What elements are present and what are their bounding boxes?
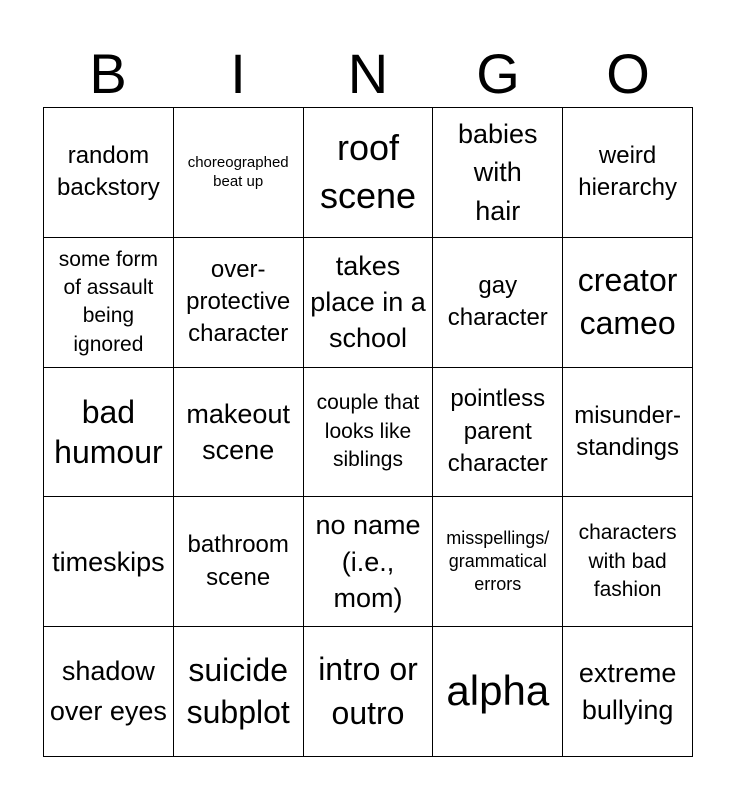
cell-text: extreme bullying [578, 658, 677, 725]
bingo-cell[interactable] [563, 497, 693, 627]
cell-text: shadow over eyes [49, 656, 167, 726]
bingo-cell[interactable] [174, 497, 304, 627]
header-letter-n: N [347, 42, 389, 105]
cell-text: weird hierarchy [578, 142, 677, 202]
bingo-cell[interactable] [174, 627, 304, 757]
cell-text: intro or outro [318, 651, 418, 731]
bingo-cell[interactable] [433, 238, 563, 368]
bingo-cell[interactable] [563, 368, 693, 498]
bingo-cell[interactable] [44, 368, 174, 498]
bingo-cell[interactable] [563, 108, 693, 238]
cell-text: misunder-standings [574, 401, 681, 461]
cell-text: roof scene [319, 126, 417, 217]
cell-text: makeout scene [186, 398, 290, 465]
bingo-cell[interactable] [304, 627, 434, 757]
cell-text: no name (i.e., mom) [315, 510, 421, 613]
bingo-cell[interactable] [44, 108, 174, 238]
bingo-cell[interactable] [433, 368, 563, 498]
cell-text: bad humour [54, 393, 163, 470]
header-letter-g: G [476, 42, 520, 105]
header-letter-o: O [606, 42, 650, 105]
bingo-cell[interactable] [433, 497, 563, 627]
cell-text: bathroom scene [187, 531, 289, 591]
bingo-cell[interactable] [174, 108, 304, 238]
cell-text: pointless parent character [447, 385, 548, 478]
cell-text: takes place in a school [310, 250, 426, 354]
cell-text: characters with bad fashion [578, 521, 677, 601]
cell-text: creator cameo [577, 262, 678, 342]
cell-text: couple that looks like siblings [316, 391, 420, 472]
cell-text: gay character [447, 271, 548, 332]
bingo-cell[interactable] [563, 238, 693, 368]
bingo-cell[interactable] [304, 497, 434, 627]
bingo-cell[interactable] [44, 497, 174, 627]
cell-text: misspellings/ grammatical errors [446, 527, 550, 595]
bingo-cell[interactable] [304, 368, 434, 498]
cell-text: alpha [446, 667, 550, 715]
header-letter-i: I [230, 42, 246, 105]
bingo-board [43, 107, 693, 757]
cell-text: choreographed beat up [187, 153, 289, 191]
header-letter-b: B [89, 42, 127, 105]
bingo-cell[interactable] [433, 627, 563, 757]
cell-text: over-protective character [186, 255, 291, 348]
cell-text: some form of assault being ignored [58, 247, 158, 356]
bingo-cell[interactable] [433, 108, 563, 238]
cell-text: suicide subplot [186, 652, 290, 730]
bingo-cell[interactable] [44, 627, 174, 757]
bingo-cell[interactable] [304, 238, 434, 368]
cell-text: random backstory [57, 142, 160, 202]
bingo-cell[interactable] [174, 368, 304, 498]
bingo-header [43, 40, 693, 108]
cell-text: babies with hair [457, 118, 538, 226]
bingo-cell[interactable] [304, 108, 434, 238]
bingo-cell[interactable] [563, 627, 693, 757]
bingo-cell[interactable] [174, 238, 304, 368]
cell-text: timeskips [52, 546, 165, 577]
bingo-cell[interactable] [44, 238, 174, 368]
